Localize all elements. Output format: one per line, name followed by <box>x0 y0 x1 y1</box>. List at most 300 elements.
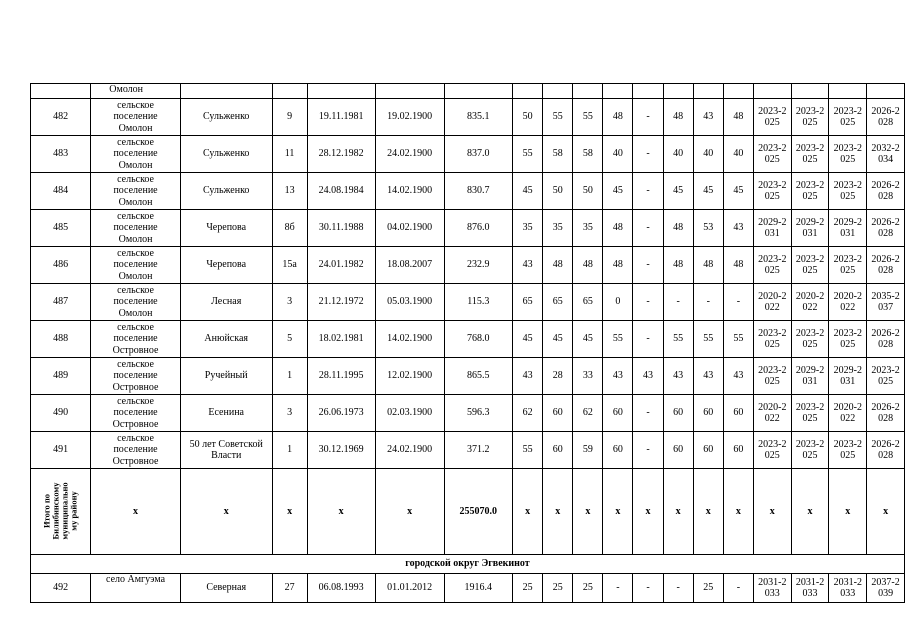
cell-empty <box>633 84 663 99</box>
cell-period <box>829 210 867 247</box>
cell-period <box>867 358 905 395</box>
cell-street <box>180 432 272 469</box>
cell-date-2: 18.08.2007 <box>375 247 444 284</box>
cell-value: 43 <box>663 358 693 395</box>
cell-period-text: 2020-2022 <box>833 401 862 424</box>
table-row <box>31 99 905 136</box>
cell-date-2: 05.03.1900 <box>375 284 444 321</box>
cell-settlement <box>91 395 181 432</box>
cell-period <box>867 284 905 321</box>
total-x-cell: x <box>867 469 905 555</box>
total-label-line: муниципально <box>59 482 70 540</box>
table-row <box>31 574 905 603</box>
cell-value: 45 <box>603 173 633 210</box>
cell-settlement <box>91 358 181 395</box>
cell-value: 48 <box>573 247 603 284</box>
cell-area: 371.2 <box>444 432 513 469</box>
cell-value: - <box>603 574 633 603</box>
total-x-cell: x <box>723 469 753 555</box>
cell-line: 50 лет Советской Власти <box>189 438 263 461</box>
total-x-cell: x <box>307 469 375 555</box>
cell-value: 65 <box>543 284 573 321</box>
cell-area: 1916.4 <box>444 574 513 603</box>
cell-empty <box>543 84 573 99</box>
cell-period-text: 2031-2033 <box>795 576 825 599</box>
cell-settlement <box>91 284 181 321</box>
cell-number: 486 <box>31 247 91 284</box>
cell-period-text: 2026-2028 <box>871 179 900 202</box>
cell-line: Омолон <box>118 233 153 245</box>
cell-number: 491 <box>31 432 91 469</box>
cell-street: Есенина <box>180 395 272 432</box>
cell-value: - <box>633 395 663 432</box>
cell-period <box>753 173 791 210</box>
cell-value: 65 <box>513 284 543 321</box>
cell-value: 35 <box>513 210 543 247</box>
cell-value: - <box>693 284 723 321</box>
cell-street: Лесная <box>180 284 272 321</box>
total-label-line: Билибинскому <box>50 482 61 540</box>
cell-date-built: 21.12.1972 <box>307 284 375 321</box>
cell-settlement <box>91 210 181 247</box>
cell-value: 43 <box>513 358 543 395</box>
cell-value: - <box>723 284 753 321</box>
cell-street: Сульженко <box>180 173 272 210</box>
cell-value: 25 <box>693 574 723 603</box>
cell-date-built: 18.02.1981 <box>307 321 375 358</box>
cell-date-2: 24.02.1900 <box>375 432 444 469</box>
cell-period <box>829 358 867 395</box>
cell-value: 60 <box>693 395 723 432</box>
table-row <box>31 136 905 173</box>
cell-value: 45 <box>693 173 723 210</box>
cell-value: 55 <box>513 432 543 469</box>
cell-period-text: 2023-2025 <box>833 179 862 202</box>
cell-period <box>867 210 905 247</box>
cell-period-text: 2026-2028 <box>871 253 900 276</box>
cell-value: 33 <box>573 358 603 395</box>
cell-value: 50 <box>543 173 573 210</box>
cell-value: 25 <box>513 574 543 603</box>
cell-value: 60 <box>603 395 633 432</box>
table-row <box>31 284 905 321</box>
cell-period <box>791 574 829 603</box>
cell-value: 55 <box>603 321 633 358</box>
cell-date-built: 06.08.1993 <box>307 574 375 603</box>
total-x-cell: x <box>693 469 723 555</box>
cell-period-text: 2026-2028 <box>871 327 900 350</box>
cell-value: 0 <box>603 284 633 321</box>
cell-value: 48 <box>663 247 693 284</box>
cell-period <box>867 321 905 358</box>
table-row <box>31 210 905 247</box>
cell-line: поселение <box>113 111 158 123</box>
cell-period <box>791 432 829 469</box>
cell-value: 43 <box>513 247 543 284</box>
cell-period <box>753 247 791 284</box>
cell-settlement <box>91 136 181 173</box>
table-row <box>31 173 905 210</box>
cell-empty <box>375 84 444 99</box>
cell-value: 48 <box>603 247 633 284</box>
cell-period <box>867 432 905 469</box>
total-x-cell: x <box>573 469 603 555</box>
cell-period <box>829 321 867 358</box>
cell-value: 55 <box>723 321 753 358</box>
housing-table <box>30 83 905 603</box>
cell-value: 48 <box>603 210 633 247</box>
total-x-cell: x <box>543 469 573 555</box>
cell-value: 43 <box>693 358 723 395</box>
cell-house: 9 <box>272 99 307 136</box>
table-row <box>31 358 905 395</box>
cell-value: 43 <box>633 358 663 395</box>
cell-area: 596.3 <box>444 395 513 432</box>
cell-period-text: 2023-2025 <box>758 142 787 165</box>
cell-period-text: 2020-2022 <box>795 290 825 313</box>
cell-line: сельское <box>117 321 154 333</box>
cell-value: 58 <box>543 136 573 173</box>
cell-period-text: 2023-2025 <box>795 105 825 128</box>
total-x-cell: x <box>829 469 867 555</box>
total-x-cell: x <box>791 469 829 555</box>
cell-value: 60 <box>723 395 753 432</box>
cell-street: Черепова <box>180 210 272 247</box>
cell-value: 60 <box>663 432 693 469</box>
cell-period-text: 2037-2039 <box>871 576 900 599</box>
cell-value: 48 <box>723 247 753 284</box>
cell-value: - <box>633 247 663 284</box>
cell-period-text: 2031-2033 <box>833 576 862 599</box>
cell-value: - <box>633 321 663 358</box>
cell-value: 55 <box>513 136 543 173</box>
cell-value: 45 <box>663 173 693 210</box>
cell-line: сельское <box>117 358 154 370</box>
cell-period-text: 2023-2025 <box>833 105 862 128</box>
total-x-cell: x <box>663 469 693 555</box>
cell-period <box>753 284 791 321</box>
cell-value: - <box>633 284 663 321</box>
cell-settlement <box>91 247 181 284</box>
cell-empty <box>603 84 633 99</box>
cell-date-built: 28.11.1995 <box>307 358 375 395</box>
cell-value: - <box>633 173 663 210</box>
cell-empty <box>513 84 543 99</box>
cell-date-built: 28.12.1982 <box>307 136 375 173</box>
cell-street: Ручейный <box>180 358 272 395</box>
cell-empty <box>663 84 693 99</box>
cell-value: 45 <box>573 321 603 358</box>
cell-period <box>791 173 829 210</box>
cell-period <box>867 395 905 432</box>
cell-number: 484 <box>31 173 91 210</box>
continuation-row <box>31 84 905 99</box>
cell-settlement: Омолон <box>91 84 181 99</box>
section-title: городской округ Эгвекинот <box>31 555 905 574</box>
cell-period-text: 2023-2025 <box>795 142 825 165</box>
cell-value: 62 <box>513 395 543 432</box>
cell-line: Островное <box>112 455 159 467</box>
cell-period-text: 2031-2033 <box>758 576 787 599</box>
cell-period-text: 2026-2028 <box>871 105 900 128</box>
cell-number: 487 <box>31 284 91 321</box>
cell-period-text: 2032-2034 <box>871 142 900 165</box>
cell-number: 488 <box>31 321 91 358</box>
cell-line: сельское <box>117 136 154 148</box>
cell-date-built: 30.12.1969 <box>307 432 375 469</box>
cell-period-text: 2023-2025 <box>758 327 787 350</box>
total-x-cell: x <box>375 469 444 555</box>
cell-empty <box>791 84 829 99</box>
cell-value: 45 <box>513 321 543 358</box>
cell-house: 8б <box>272 210 307 247</box>
cell-value: 43 <box>723 210 753 247</box>
cell-date-2: 19.02.1900 <box>375 99 444 136</box>
total-x-cell: x <box>753 469 791 555</box>
cell-settlement <box>91 173 181 210</box>
cell-empty <box>693 84 723 99</box>
cell-value: 60 <box>693 432 723 469</box>
total-x-cell: x <box>91 469 181 555</box>
cell-value: 45 <box>543 321 573 358</box>
cell-period-text: 2023-2025 <box>758 105 787 128</box>
cell-period-text: 2023-2025 <box>758 438 787 461</box>
total-area: 255070.0 <box>444 469 513 555</box>
cell-value: 53 <box>693 210 723 247</box>
cell-value: - <box>723 574 753 603</box>
cell-period-text: 2026-2028 <box>871 216 900 239</box>
cell-number: 485 <box>31 210 91 247</box>
cell-value: 60 <box>663 395 693 432</box>
cell-empty <box>829 84 867 99</box>
cell-value: 60 <box>543 395 573 432</box>
cell-period <box>867 247 905 284</box>
cell-date-built: 24.08.1984 <box>307 173 375 210</box>
cell-empty <box>573 84 603 99</box>
cell-value: 48 <box>723 99 753 136</box>
cell-empty <box>272 84 307 99</box>
cell-line: поселение <box>113 259 158 271</box>
cell-value: 25 <box>573 574 603 603</box>
cell-value: 40 <box>723 136 753 173</box>
cell-period-text: 2023-2025 <box>795 327 825 350</box>
cell-line: поселение <box>113 333 158 345</box>
cell-period-text: 2023-2025 <box>871 364 900 387</box>
cell-period-text: 2023-2025 <box>795 438 825 461</box>
cell-period <box>829 173 867 210</box>
cell-value: 58 <box>573 136 603 173</box>
cell-area: 865.5 <box>444 358 513 395</box>
cell-line: поселение <box>113 148 158 160</box>
cell-line: поселение <box>113 296 158 308</box>
cell-line: поселение <box>113 185 158 197</box>
cell-date-2: 14.02.1900 <box>375 173 444 210</box>
cell-value: 59 <box>573 432 603 469</box>
cell-value: 48 <box>603 99 633 136</box>
cell-value: - <box>633 574 663 603</box>
cell-line: сельское <box>117 173 154 185</box>
cell-period <box>791 395 829 432</box>
cell-empty <box>180 84 272 99</box>
cell-period <box>753 358 791 395</box>
cell-empty <box>307 84 375 99</box>
cell-line: сельское <box>117 395 154 407</box>
cell-value: 50 <box>573 173 603 210</box>
cell-line: Островное <box>112 418 159 430</box>
cell-period-text: 2023-2025 <box>833 327 862 350</box>
cell-period <box>753 432 791 469</box>
cell-period <box>829 574 867 603</box>
cell-value: 40 <box>663 136 693 173</box>
cell-period <box>829 432 867 469</box>
table-row <box>31 321 905 358</box>
cell-settlement: село Амгуэма <box>91 574 181 603</box>
cell-value: 65 <box>573 284 603 321</box>
cell-line: Омолон <box>118 307 153 319</box>
cell-period <box>791 136 829 173</box>
cell-value: 60 <box>723 432 753 469</box>
total-label-cell <box>31 469 91 555</box>
cell-date-2: 12.02.1900 <box>375 358 444 395</box>
cell-house: 3 <box>272 395 307 432</box>
cell-area: 876.0 <box>444 210 513 247</box>
cell-area: 768.0 <box>444 321 513 358</box>
cell-period <box>829 284 867 321</box>
cell-value: 45 <box>723 173 753 210</box>
total-label-line: Итого по <box>41 493 52 528</box>
cell-line: поселение <box>113 222 158 234</box>
cell-date-2: 01.01.2012 <box>375 574 444 603</box>
total-x-cell: x <box>513 469 543 555</box>
cell-value: 48 <box>663 210 693 247</box>
cell-value: 40 <box>693 136 723 173</box>
cell-street: Сульженко <box>180 136 272 173</box>
cell-value: 48 <box>663 99 693 136</box>
cell-period-text: 2029-2031 <box>795 216 825 239</box>
cell-number: 482 <box>31 99 91 136</box>
cell-number: 489 <box>31 358 91 395</box>
cell-value: 48 <box>543 247 573 284</box>
cell-value: 55 <box>543 99 573 136</box>
cell-line: Омолон <box>118 196 153 208</box>
cell-period-text: 2026-2028 <box>871 438 900 461</box>
cell-house: 15а <box>272 247 307 284</box>
cell-period <box>867 173 905 210</box>
table-row <box>31 395 905 432</box>
cell-period <box>829 99 867 136</box>
cell-number: 490 <box>31 395 91 432</box>
total-x-cell: x <box>633 469 663 555</box>
cell-period-text: 2029-2031 <box>833 364 862 387</box>
cell-period <box>867 99 905 136</box>
cell-house: 1 <box>272 432 307 469</box>
cell-period <box>829 136 867 173</box>
cell-period-text: 2020-2022 <box>833 290 862 313</box>
cell-value: 35 <box>573 210 603 247</box>
cell-line: сельское <box>117 99 154 111</box>
total-label-line: му району <box>68 491 79 531</box>
cell-street: Северная <box>180 574 272 603</box>
total-x-cell: x <box>180 469 272 555</box>
cell-period <box>867 136 905 173</box>
cell-street: Черепова <box>180 247 272 284</box>
cell-period-text: 2020-2022 <box>758 290 787 313</box>
cell-empty <box>444 84 513 99</box>
cell-date-built: 26.06.1973 <box>307 395 375 432</box>
cell-value: 62 <box>573 395 603 432</box>
cell-period-text: 2023-2025 <box>833 142 862 165</box>
cell-line: поселение <box>113 370 158 382</box>
cell-period-text: 2029-2031 <box>795 364 825 387</box>
cell-period <box>791 99 829 136</box>
cell-empty <box>31 84 91 99</box>
cell-value: - <box>633 99 663 136</box>
cell-house: 27 <box>272 574 307 603</box>
cell-area: 232.9 <box>444 247 513 284</box>
cell-line: Островное <box>112 344 159 356</box>
cell-date-2: 02.03.1900 <box>375 395 444 432</box>
cell-house: 3 <box>272 284 307 321</box>
cell-value: 55 <box>663 321 693 358</box>
cell-number: 483 <box>31 136 91 173</box>
cell-value: 28 <box>543 358 573 395</box>
cell-period <box>753 395 791 432</box>
cell-line: Островное <box>112 381 159 393</box>
cell-settlement <box>91 99 181 136</box>
cell-period-text: 2023-2025 <box>795 253 825 276</box>
cell-period <box>829 395 867 432</box>
cell-line: поселение <box>113 407 158 419</box>
cell-date-2: 04.02.1900 <box>375 210 444 247</box>
cell-value: 48 <box>693 247 723 284</box>
cell-period-text: 2020-2022 <box>758 401 787 424</box>
cell-line: Омолон <box>118 270 153 282</box>
cell-date-2: 14.02.1900 <box>375 321 444 358</box>
cell-period <box>791 247 829 284</box>
cell-period-text: 2035-2037 <box>871 290 900 313</box>
total-label <box>43 482 79 539</box>
cell-period-text: 2023-2025 <box>833 253 862 276</box>
cell-value: - <box>633 432 663 469</box>
cell-value: 50 <box>513 99 543 136</box>
cell-value: - <box>663 574 693 603</box>
cell-value: - <box>633 136 663 173</box>
cell-line: Омолон <box>118 122 153 134</box>
cell-value: 60 <box>543 432 573 469</box>
cell-value: 55 <box>573 99 603 136</box>
cell-period <box>867 574 905 603</box>
cell-value: 25 <box>543 574 573 603</box>
cell-period-text: 2023-2025 <box>758 364 787 387</box>
section-row <box>31 555 905 574</box>
cell-value: - <box>663 284 693 321</box>
cell-line: Омолон <box>118 159 153 171</box>
cell-value: 43 <box>723 358 753 395</box>
cell-value: 35 <box>543 210 573 247</box>
cell-value: 40 <box>603 136 633 173</box>
cell-period <box>791 284 829 321</box>
cell-date-built: 24.01.1982 <box>307 247 375 284</box>
cell-period <box>753 136 791 173</box>
cell-line: сельское <box>117 247 154 259</box>
cell-period <box>753 99 791 136</box>
cell-value: 43 <box>603 358 633 395</box>
cell-date-built: 30.11.1988 <box>307 210 375 247</box>
cell-period-text: 2023-2025 <box>758 253 787 276</box>
cell-period <box>791 358 829 395</box>
cell-value: - <box>633 210 663 247</box>
cell-period <box>753 321 791 358</box>
